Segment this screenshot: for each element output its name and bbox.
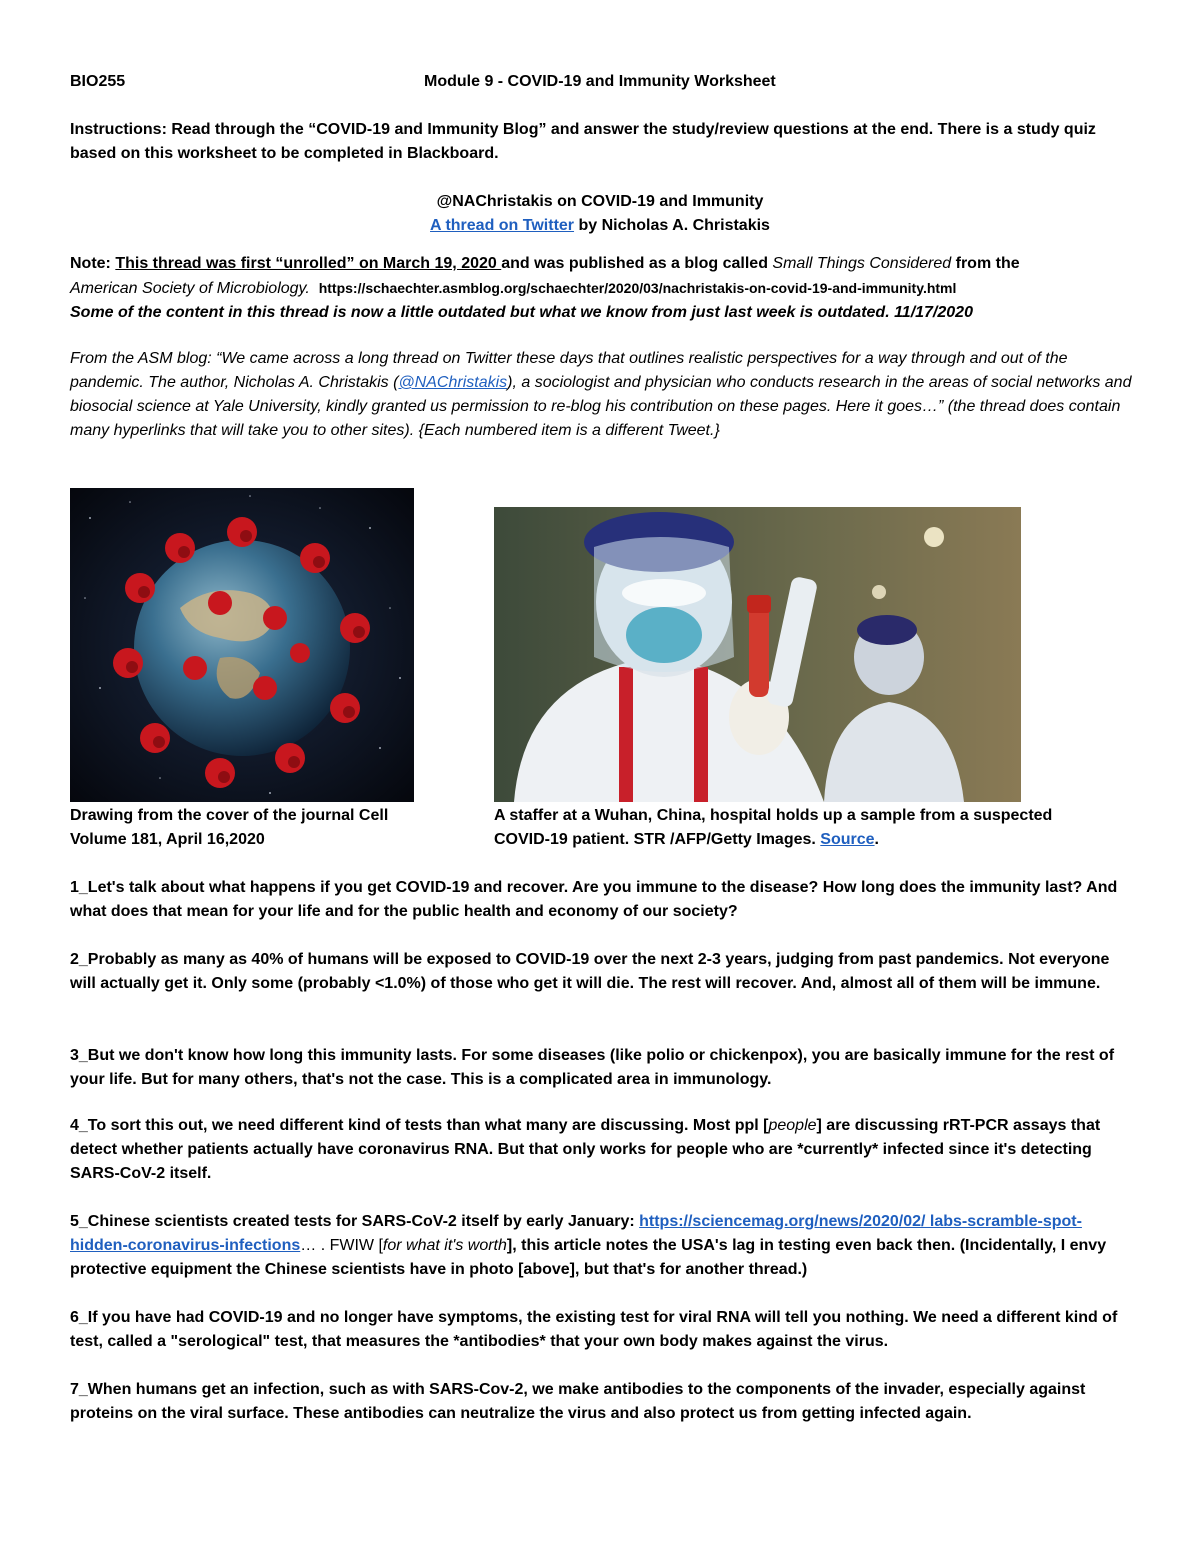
left-caption [70, 804, 470, 852]
nachristakis-link[interactable]: @NAChristakis [398, 374, 508, 391]
blog-name: Small Things Considered [772, 255, 952, 272]
note-date: This thread was first “unrolled” on March 19, 2020 [115, 255, 502, 272]
note-text-2: from the [951, 255, 1020, 272]
tweet-7: 7_When humans get an infection, such as with SARS-Cov-2, we make antibodies to the components of the invader, especially against proteins on the viral surface. These antibodies can neutralize the virus and also protect us from getting infected again. [70, 1381, 1086, 1422]
note-label: Note: [70, 255, 111, 272]
tweet-5-part1: 5_Chinese scientists created tests for SARS-CoV-2 itself by early January: [70, 1213, 640, 1230]
cell-cover-image [70, 488, 414, 802]
tweet-5-worth: for what it's worth [382, 1237, 507, 1254]
asm-quote [70, 347, 1135, 443]
tweet-4-part2: ] are discussing rRT-PCR assays that detect whether patients actually have coronavirus RNA. But that only works for people who are *currently* infected since it's detecting SARS-CoV-2 itself. [70, 1117, 1101, 1182]
wuhan-staffer-photo [494, 507, 1021, 802]
thread-byline [0, 214, 1200, 238]
asm-quote-part1: From the ASM blog: “We came across a long thread on Twitter these days that outlines realistic perspectives for a way through and out of the pandemic. The author, Nicholas A. Christakis ( [70, 350, 1068, 391]
byline-author: by Nicholas A. Christakis [574, 217, 770, 234]
sciencemag-link[interactable]: https://sciencemag.org/news/2020/02/ labs-scramble-spot-hidden-coronavirus-infections [70, 1213, 1082, 1254]
caption-period: . [874, 831, 879, 848]
tweet-5-fwiw: … . FWIW [ [300, 1237, 383, 1254]
course-code: BIO255 [70, 73, 126, 90]
right-caption-line2: COVID-19 patient. STR /AFP/Getty Images. [494, 831, 821, 848]
tweet-5 [70, 1210, 1135, 1282]
thread-title: @NAChristakis on COVID-19 and Immunity [436, 193, 764, 210]
tweet-4-people: people [768, 1117, 817, 1134]
source-link[interactable]: Source [820, 831, 875, 848]
tweet-4-part1: 4_To sort this out, we need different kind of tests than what many are discussing. Most ppl [ [70, 1117, 769, 1134]
right-caption-line1: A staffer at a Wuhan, China, hospital holds up a sample from a suspected [494, 807, 1053, 824]
tweet-4 [70, 1114, 1135, 1186]
note-text-1: and was published as a blog called [501, 255, 773, 272]
left-caption-line2: Volume 181, April 16,2020 [70, 831, 265, 848]
outdated-note: Some of the content in this thread is now a little outdated but what we know from just last week is outdated. 11/17/2020 [70, 304, 973, 321]
tweet-6: 6_If you have had COVID-19 and no longer have symptoms, the existing test for viral RNA will tell you nothing. We need a different kind of test, called a "serological" test, that measures the *antibodies* that your own body makes against the virus. [70, 1309, 1118, 1350]
note-paragraph [70, 252, 1135, 325]
tweet-2: 2_Probably as many as 40% of humans will be exposed to COVID-19 over the next 2-3 years, judging from past pandemics. Not everyone will actually get it. Only some (probably <1.0%) of those who get it will die. The rest will recover. And, almost all of them will be immune. [70, 951, 1110, 992]
twitter-thread-link[interactable]: A thread on Twitter [430, 217, 575, 234]
asm-quote-part2: ), a sociologist and physician who conducts research in the areas of social networks and biosocial science at Yale University, kindly granted us permission to re-blog his contribution on these pages. Here it goes…” (the thread does contain many hyperlinks that will take you to other sites). {Each numbered item is a different Tweet.} [70, 374, 1132, 439]
worksheet-title: Module 9 - COVID-19 and Immunity Worksheet [424, 73, 776, 90]
blog-url[interactable]: https://schaechter.asmblog.org/schaechter/2020/03/nachristakis-on-covid-19-and-immunity.html [318, 280, 957, 296]
tweet-3: 3_But we don't know how long this immunity lasts. For some diseases (like polio or chickenpox), you are basically immune for the rest of your life. But for many others, that's not the case. This is a complicated area in immunology. [70, 1047, 1115, 1088]
left-caption-line1: Drawing from the cover of the journal Cell [70, 807, 389, 824]
tweet-5-part2: ], this article notes the USA's lag in testing even back then. (Incidentally, I envy protective equipment the Chinese scientists have in photo [above], but that's for another thread.) [70, 1237, 1107, 1278]
right-caption [494, 804, 1134, 852]
tweet-1: 1_Let's talk about what happens if you get COVID-19 and recover. Are you immune to the disease? How long does the immunity last? And what does that mean for your life and for the public health and economy of our society? [70, 879, 1118, 920]
society-name: American Society of Microbiology. [70, 280, 310, 297]
instructions: Instructions: Read through the “COVID-19 and Immunity Blog” and answer the study/review questions at the end. There is a study quiz based on this worksheet to be completed in Blackboard. [70, 121, 1096, 162]
